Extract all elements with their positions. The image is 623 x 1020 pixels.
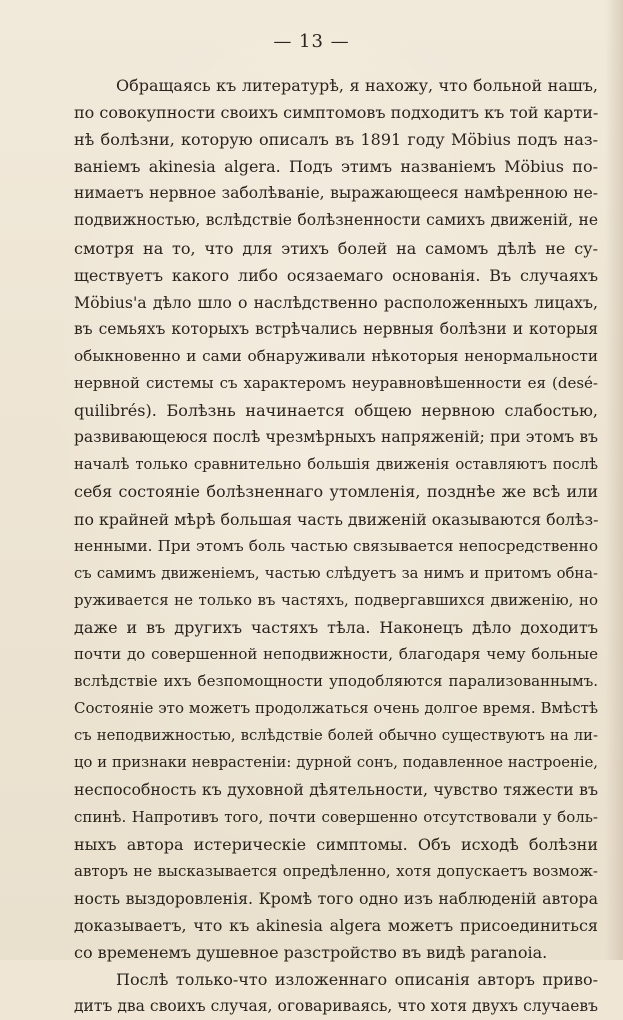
text-line: авторъ не высказывается опредѣленно, хотя допускаетъ возмож- [74,861,598,880]
text-line: неспособность къ духовной дѣятельности, чувство тяжести въ [74,780,598,800]
text-line: со временемъ душевное разстройство въ видѣ paranoia. [74,943,548,962]
text-line: по крайней мѣрѣ большая часть движенiй оказываются болѣз- [74,509,598,529]
text-line: ность выздоровленiя. Кромѣ того одно изъ наблюденiй автора [74,888,598,908]
text-line: даже и въ другихъ частяхъ тѣла. Наконецъ дѣло доходитъ [74,617,598,637]
text-line: ныхъ автора истерическiе симптомы. Объ исходѣ болѣзни [74,834,598,854]
text-line: спинѣ. Напротивъ того, почти совершенно отсутствовали у боль- [74,807,598,826]
text-line: цо и признаки неврастенiи: дурной сонъ, подавленное настроенiе, [74,754,598,772]
text-line: себя состоянiе болѣзненнаго утомленiя, позднѣе же всѣ или [74,482,598,502]
text-line: доказываетъ, что къ akinesia algera можетъ присоединиться [74,915,598,935]
text-line: руживается не только въ частяхъ, подвергавшихся движенiю, но [74,590,598,609]
text-line: обыкновенно и сами обнаруживали нѣкоторыя ненормальности [74,346,598,365]
text-line: нѣ болѣзни, которую описалъ въ 1891 году Möbius подъ наз- [74,130,598,150]
text-line: Обращаясь къ литературѣ, я нахожу, что больной нашъ, [116,76,598,95]
text-line: Состоянiе это можетъ продолжаться очень долгое время. Вмѣстѣ [74,699,598,718]
text-line: вслѣдствiе ихъ безпомощности уподобляются парализованнымъ. [74,672,598,691]
text-line: ненными. При этомъ боль частью связывается непосредственно [74,536,598,555]
text-line: съ самимъ движенiемъ, частью слѣдуетъ за нимъ и притомъ обна- [74,564,598,582]
text-line: quilibrés). Болѣзнь начинается общею нервною слабостью, [74,401,598,421]
text-line: смотря на то, что для этихъ болей на самомъ дѣлѣ не су- [74,238,598,258]
text-line: почти до совершенной неподвижности, благодаря чему больные [74,644,598,663]
text-line: развивающеюся послѣ чрезмѣрныхъ напряженiй; при этомъ въ [74,428,598,447]
page-edge-shadow [605,0,623,960]
text-line: по совокупности своихъ симптомовъ подходитъ къ той карти- [74,103,598,123]
page-number: — 13 — [273,31,350,52]
text-line: Möbius'а дѣло шло о наслѣдственно расположенныхъ лицахъ, [74,292,598,312]
text-line: въ семьяхъ которыхъ встрѣчались нервныя болѣзни и которыя [74,319,598,338]
text-line: нервной системы съ характеромъ неуравновѣшенности ея (desé- [74,374,598,393]
text-line: подвижностью, вслѣдствiе болѣзненности самихъ движенiй, не [74,211,598,230]
text-line: ществуетъ какого либо осязаемаго основанiя. Въ случаяхъ [74,265,598,285]
text-line: ванiемъ akinesia algera. Подъ этимъ названiемъ Möbius по- [74,157,598,177]
text-line: дитъ два своихъ случая, оговариваясь, что хотя двухъ случаевъ [74,997,598,1016]
body-text [74,72,598,1020]
text-line: началѣ только сравнительно большiя движенiя оставляютъ послѣ [74,456,598,474]
text-line: нимаетъ нервное заболѣванiе, выражающееся намѣренною не- [74,184,598,203]
text-line: Послѣ только-что изложеннаго описанiя авторъ приво- [116,970,598,990]
text-line: съ неподвижностью, вслѣдствiе болей обычно существуютъ на ли- [74,727,598,745]
